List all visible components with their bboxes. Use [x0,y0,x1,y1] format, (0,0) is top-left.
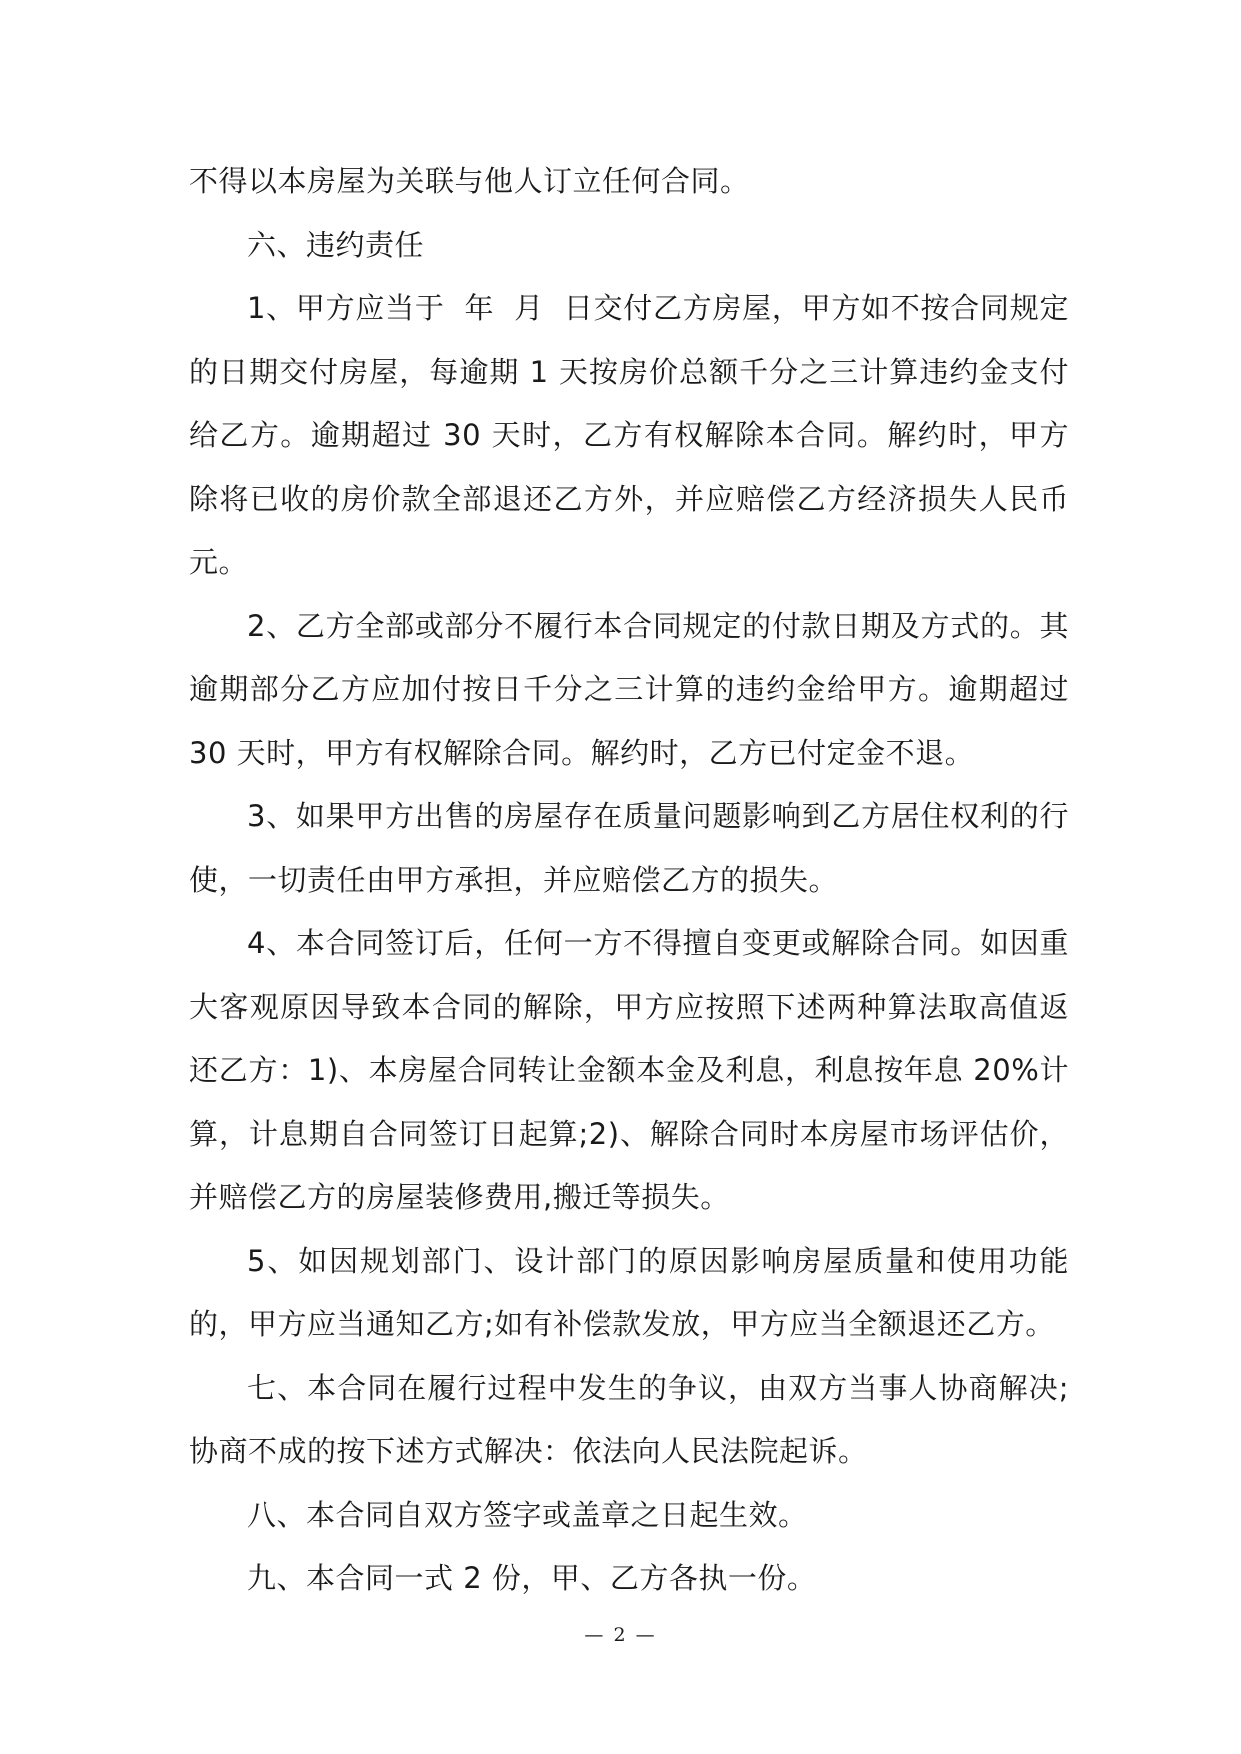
section-effective-date: 八、本合同自双方签字或盖章之日起生效。 [247,1497,808,1532]
page-number: — 2 — [584,1624,657,1646]
clause-1: 1、甲方应当于 年 月 日交付乙方房屋，甲方如不按合同规定的日期交付房屋，每逾期 1 天按房价总额千分之三计算违约金支付给乙方。逾期超过 30 天时，乙方有权解除本合同。解约时，甲方除将已收的房价款全部退还乙方外，并应赔偿乙方经济损失人民币 元。 [189,291,1089,579]
clause-3: 3、如果甲方出售的房屋存在质量问题影响到乙方居住权利的行使，一切责任由甲方承担，并应赔偿乙方的损失。 [189,799,1069,897]
clause-4: 4、本合同签订后，任何一方不得擅自变更或解除合同。如因重大客观原因导致本合同的解除，甲方应按照下述两种算法取高值返还乙方：1)、本房屋合同转让金额本金及利息，利息按年息 20%计算，计息期自合同签订日起算;2)、解除合同时本房屋市场评估价，并赔偿乙方的房屋装修费用,搬迁等损失。 [189,926,1069,1214]
section-heading-breach-liability: 六、违约责任 [247,227,425,262]
section-dispute-resolution: 七、本合同在履行过程中发生的争议，由双方当事人协商解决;协商不成的按下述方式解决：依法向人民法院起诉。 [189,1370,1069,1468]
clause-2: 2、乙方全部或部分不履行本合同规定的付款日期及方式的。其逾期部分乙方应加付按日千分之三计算的违约金给甲方。逾期超过 30 天时，甲方有权解除合同。解约时，乙方已付定金不退。 [189,608,1079,770]
contract-body [189,150,1089,1611]
paragraph-continuation: 不得以本房屋为关联与他人订立任何合同。 [189,164,750,198]
section-copies: 九、本合同一式 2 份，甲、乙方各执一份。 [247,1561,817,1595]
clause-5: 5、如因规划部门、设计部门的原因影响房屋质量和使用功能的，甲方应当通知乙方;如有补偿款发放，甲方应当全额退还乙方。 [189,1243,1069,1341]
